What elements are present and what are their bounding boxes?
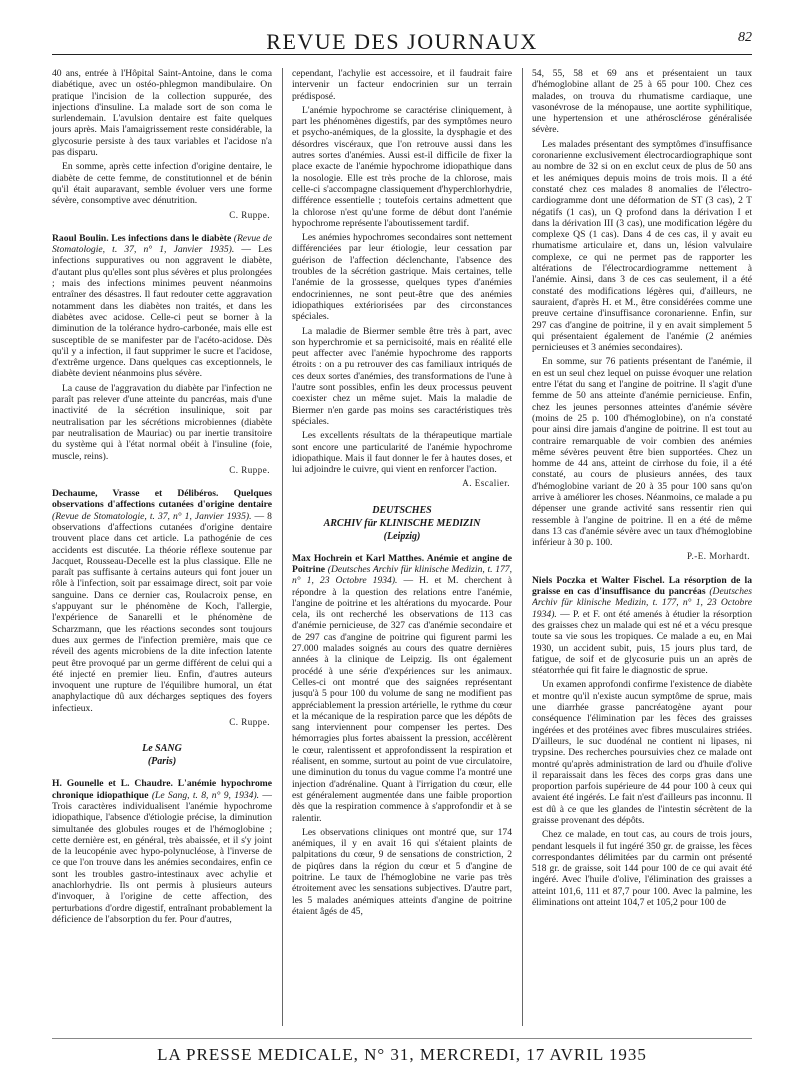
article-body: — H. et M. cherchent à répondre à la question des relations entre l'anémie, l'angine de poitrine et les altérations du myocarde. Pour cela, ils ont recherché les observations de 113 cas d'anémie pernicieuse, de 327 cas d'anémie secondaire et de 297 cas d'angine de poitrine qui figurent parmi les 27.000 malades soignés au cours des quatre dernières années à la clinique de Leipzig. Ils ont également procédé à une série d'expériences sur les animaux. Celles-ci ont montré que des saignées représentant jusqu'à 5 pour 100 du volume de sang ne modifient pas appréciablement la pression artérielle, le rythme du cœur et la mécanique de la respiration parce que les dépôts de sang interviennent pour compenser les pertes. Des hémorragies plus fortes abaissent la pression, accélèrent le cœur, ralentissent et approfondissent la respiration et réalisent, en somme, surtout au point de vue circulatoire, une diminution du tonus du vague comme l'a montré une injection d'adrénaline. Quant à l'irrigation du cœur, elle est généralement augmentée dans une faible proportion dès que la respiration commence à s'approfondir et à se ralentir. [292, 575, 512, 824]
paragraph: cependant, l'achylie est accessoire, et il faudrait faire intervenir un facteur endocrinien sur un terrain prédisposé. [292, 68, 512, 102]
author-signature: C. Ruppe. [229, 464, 270, 475]
journal-heading-le-sang [52, 742, 272, 768]
article-dechaume [52, 488, 272, 714]
article-reference: (Revue de Stomatologie, t. 37, n° 1, Janvier 1935). [52, 510, 252, 522]
page-number: 82 [738, 30, 752, 45]
article-gounelle [52, 778, 272, 925]
article-boulin [52, 233, 272, 380]
journal-page [52, 28, 752, 1072]
journal-section-title: REVUE DES JOURNAUX [266, 29, 538, 54]
paragraph: En somme, après cette infection d'origine dentaire, le diabète de cette femme, de constitutionnel et de bénin qu'il était auparavant, semble évoluer vers une forme sévère, consomptive avec dénutrition. [52, 161, 272, 207]
journal-subname: ARCHIV für KLINISCHE MEDIZIN [323, 517, 481, 529]
column-left [52, 68, 272, 1026]
page-footer: LA PRESSE MEDICALE, N° 31, MERCREDI, 17 AVRIL 1935 [52, 1038, 752, 1065]
journal-city: (Leipzig) [383, 530, 421, 542]
article-body: — Trois caractères individualisent l'anémie hypochrome idiopathique, l'absence d'étiologie précise, la diminution simultanée des globules rouges et de l'hémoglobine ; cette dernière est, en général, très abaissée, et il s'y joint de la leucopénie avec hypo-polynucléose, à l'inverse de ce que l'on trouve dans les anémies secondaires, enfin ce sont les troubles gastro-intestinaux avec achylie et anachlorhydrie. Ils ont permis à plusieurs auteurs d'invoquer, à l'origine de cette affection, des perturbations d'ordre digestif, entraînant probablement la déficience de l'absorption du fer. Pour d'autres, [52, 789, 272, 925]
journal-name: DEUTSCHES [372, 504, 432, 516]
article-title: Niels Poczka et Walter Fischel. La résorption de la graisse en cas d'insuffisance du pancréas [532, 574, 752, 598]
paragraph: L'anémie hypochrome se caractérise cliniquement, à part les phénomènes digestifs, par des symptômes neuro et psycho-anémiques, de la glossite, la dysphagie et des désordres viscéraux, que l'on retrouve aussi dans les autres sortes d'anémies. Aussi est-il difficile de fixer la place exacte de l'anémie hypochrome idiopathique dans la nosologie. Elle est très proche de la chlorose, mais celle-ci s'accompagne classiquement d'hyperchlorhydrie, différence essentielle ; toutefois certains admettent que la chlorose n'est qu'une forme de début dont l'anémie hypochrome représente l'aboutissement tardif. [292, 104, 512, 229]
article-body: — Les infections suppuratives ou non aggravent le diabète, d'autant plus qu'elles sont plus sévères et plus prolongées ; mais des infections minimes peuvent néanmoins entraîner des désastres. Il faut redouter cette aggravation notamment dans les diabètes non traités, et dans les diabètes avec acidose. Celle-ci peut se borner à la diminution de la tolérance hydro-carbonée, mais elle est susceptible de se manifester par de l'acéto-acidose. Dès qu'il y a infection, il faut supprimer le sucre et l'acidose, d'extrême urgence. Dans quelques cas exceptionnels, le diabète devient néanmoins plus sévère. [52, 244, 272, 380]
column-right [532, 68, 752, 1026]
author-signature: P.-E. Morhardt. [687, 551, 750, 562]
author-signature: A. Escalier. [462, 478, 510, 489]
column-divider [522, 68, 523, 1026]
paragraph: Chez ce malade, en tout cas, au cours de trois jours, pendant lesquels il fut ingéré 350 gr. de graisse, les fèces correspondantes délimitées par du carmin ont présenté 518 gr. de graisse, soit 144 pour 100 de ce qui avait été ingéré. Avec l'huile d'olive, l'élimination des graisses a atteint 101,6, 111 et 87,7 pour 100. Avec la palmine, les éliminations ont atteint 104,7 et 105,2 pour 100 de [532, 829, 752, 909]
column-divider [282, 68, 283, 1026]
author-signature: C. Ruppe. [229, 209, 270, 220]
article-hochrein [292, 553, 512, 824]
paragraph: 54, 55, 58 et 69 ans et présentaient un taux d'hémoglobine allant de 25 à 65 pour 100. Chez ces malades, on trouva du rhumatisme cardiaque, une vasonévrose de la ménopause, une aortite syphilitique, une hypertension et une athérosclérose généralisée sévère. [532, 68, 752, 136]
paragraph: En somme, sur 76 patients présentant de l'anémie, il en est un seul chez lequel on puisse évoquer une relation entre l'état du sang et l'angine de poitrine. Il s'agit d'une femme de 50 ans atteinte d'anémie pernicieuse. Enfin, chez les jeunes personnes atteintes d'anémie sévère (moins de 25 p. 100 d'hémoglobine), on n'a constaté pour ainsi dire jamais d'angine de poitrine. Il est tout au contraire remarquable de voir combien des anémies même sévères peuvent être bien supportées. Chez un homme de 44 ans, atteint de cirrhose du foie, il a été constaté, au cours de plusieurs années, des taux d'hémoglobine variant de 20 à 35 pour 100 sans qu'on arrive à améliorer les choses. Néanmoins, ce malade a pu dépenser une grande activité sans ressentir rien qui ressemble à l'angine de poitrine. Il en a été de même dans 13 cas d'anémie sévère avec un taux d'hémoglobine inférieur à 30 p. 100. [532, 356, 752, 549]
article-reference: (Deutsches Archiv für klinische Medizin, t. 177, n° 1, 23 Octobre 1934). [532, 586, 752, 620]
article-reference: (Revue de Stomatologie, t. 37, n° 1, Janvier 1935). [52, 232, 272, 256]
paragraph: 40 ans, entrée à l'Hôpital Saint-Antoine, dans le coma diabétique, avec un ostéo-phlegmon mandibulaire. On pratique l'incision de la collection suppurée, des injections d'insuline. La malade sort de son coma le surlendemain. L'avulsion dentaire est faite quelques jours après. Mais l'amaigrissement reste considérable, la glycosurie persiste à des taux variables et l'acidose n'a pas disparu. [52, 68, 272, 159]
article-title: H. Gounelle et L. Chaudre. L'anémie hypochrome chronique idiopathique [52, 778, 272, 801]
page-header [52, 28, 752, 55]
article-poczka [532, 575, 752, 677]
author-signature: C. Ruppe. [229, 717, 270, 728]
article-reference: (Le Sang, t. 8, n° 9, 1934). [151, 789, 260, 801]
article-body: — P. et F. ont été amenés à étudier la résorption des graisses chez un malade qui est né et a vécu presque toute sa vie sous les tropiques. Ce malade a eu, en Mai 1930, un accident subit, puis, 15 jours plus tard, de fatigue, de soif et de glycosurie puis un an après de stéatorrhée qui fit faire le diagnostic de sprue. [532, 608, 752, 677]
article-columns [52, 68, 752, 1026]
article-body: — 8 observations d'affections cutanées d'origine dentaire trouvent place dans cet article. La pathogénie de ces accidents est discutée. La théorie réflexe soutenue par Jacquet, Rousseau-Decelle est la plus classique. Elle ne paraît pas suffisante à certains auteurs qui font jouer un rôle à l'infection, soit par essaimage direct, soit par voie sanguine. Dans ce dernier cas, Roulacroix pense, en s'appuyant sur le phénomène de Koch, l'allergie, l'expérience de Sanarelli et le phénomène de Scharzmann, que les réactions secondes sont toujours dues aux germes de l'infection première, mais que ce réveil des agents microbiens de la dite infection latente peut être provoqué par un germe différent de celui qui a été injecté en premier lieu. Enfin, d'autres auteurs invoquent une rupture de l'équilibre humoral, un état anaphylactique dû aux décharges septiques des foyers infectieux. [52, 510, 272, 714]
paragraph: La cause de l'aggravation du diabète par l'infection ne paraît pas relever d'une atteinte du pancréas, mais d'une inactivité de la sécrétion insulinique, soit par neutralisation par les sécrétions microbiennes (diabète par neutralisation de Mauriac) ou par inertie transitoire du système qui à l'état normal obéit à l'insuline (foie, muscle, reins). [52, 382, 272, 462]
paragraph: Les observations cliniques ont montré que, sur 174 anémiques, il y en avait 16 qui s'étaient plaints de palpitations du cœur, 9 de sensations de constriction, 2 de piqûres dans la région du cœur et 5 d'angine de poitrine. Le taux de l'hémoglobine ne varie pas très étroitement avec les sensations subjectives. D'autre part, les 5 malades anémiques atteints d'angine de poitrine étaient âgés de 45, [292, 826, 512, 917]
journal-city: (Paris) [147, 756, 177, 768]
article-title: Raoul Boulin. Les infections dans le diabète [52, 232, 232, 244]
article-reference: (Deutsches Archiv für klinische Medizin, t. 177, n° 1, 23 Octobre 1934). [292, 563, 512, 587]
article-title: Max Hochrein et Karl Matthes. Anémie et angine de Poitrine [292, 552, 512, 575]
journal-heading-deutsches-archiv [292, 504, 512, 543]
paragraph: Les malades présentant des symptômes d'insuffisance coronarienne exclusivement électrocardiographique sont au nombre de 32 si on en exclut ceux de plus de 50 ans et les anémiques depuis moins de trois mois. Il a été constaté chez ces malades 8 anomalies de l'électro-cardiogramme dont une déformation de ST (3 cas), 2 T négatifs (1 cas), un Q profond dans la dérivation I et dans la dérivation III (3 cas), une modification légère du complexe QS (1 cas). Dans 4 de ces cas, il y avait eu rhumatisme articulaire et, dans un, lésion valvulaire complexe, ce qui ne permet pas de rapporter les altérations de l'électrocardiogramme nettement à l'anémie. Ainsi, dans 3 de ces cas seulement, il a été constaté des modifications légères qui, d'ailleurs, ne sauraient, d'après H. et M., être considérées comme une preuve certaine d'insuffisance coronarienne. Enfin, sur 297 cas d'angine de poitrine, il y en avait simplement 5 qui présentaient également de l'anémie (2 anémies pernicieuses et 3 anémies secondaires). [532, 138, 752, 354]
article-title: Dechaume, Vrasse et Délibéros. Quelques observations d'affections cutanées d'origine dentaire [52, 488, 272, 511]
paragraph: Les excellents résultats de la thérapeutique martiale sont encore une particularité de l'anémie hypochrome idiopathique. Mais il faut donner le fer à hautes doses, et lui adjoindre le cuivre, qui vient en renforcer l'action. [292, 430, 512, 476]
paragraph: Les anémies hypochromes secondaires sont nettement différenciées par leur étiologie, leur cessation par guérison de l'affection déclenchante, l'absence des troubles de la sécrétion gastrique. Mais certaines, telle l'anémie de la grossesse, quelques types d'anémies endocriniennes, ne sont peut-être que des anémies idiopathiques extériorisées par des circonstances spéciales. [292, 232, 512, 323]
column-middle [292, 68, 512, 1026]
paragraph: La maladie de Biermer semble être très à part, avec son hyperchromie et sa pernicisoité, mais en réalité elle peut affecter avec l'anémie hypochrome des rapports étroits : on a pu retrouver des cas familiaux intriqués de ces deux sortes d'anémies, des transformations de l'une à l'autre sont possibles, enfin les deux processus peuvent coexister chez un même sujet. Mais la maladie de Biermer n'en garde pas moins ses caractéristiques très spéciales. [292, 325, 512, 427]
paragraph: Un examen approfondi confirme l'existence de diabète et montre qu'il n'existe aucun symptôme de sprue, mais une diarrhée grasse pancréatogène ayant pour conséquence l'élimination par les fèces des graisses ingérées et des protéines avec fibres musculaires striées. D'ailleurs, le suc duodénal ne contient ni lipases, ni trypsine. Des recherches poursuivies chez ce malade ont montré qu'après administration de lard ou d'huile d'olive il reparaissait dans les fèces des corps gras dans une proportion parfois supérieure de 44 pour 100 à ceux qui avaient été ingérés. Le fait n'est d'ailleurs pas inconnu. Il est dû à ce que les glandes de l'intestin sécrètent de la graisse provenant des dépôts. [532, 679, 752, 826]
journal-name: Le SANG [142, 743, 182, 755]
